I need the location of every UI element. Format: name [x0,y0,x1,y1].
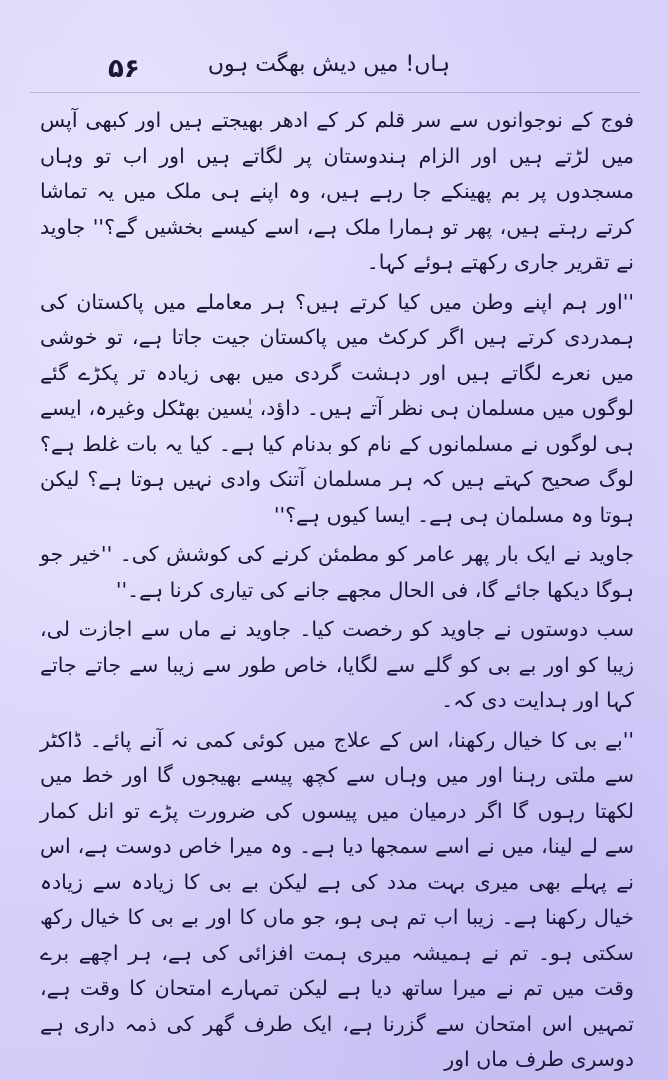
paragraph: فوج کے نوجوانوں سے سر قلم کر کے ادھر بھیجتے ہیں اور کبھی آپس میں لڑتے ہیں اور الزام ہندوستان پر لگاتے ہیں اور اب تو وہاں مسجدوں پر بم پھینکے جا رہے ہیں، وہ اپنے ہی ملک میں یہ تماشا کرتے رہتے ہیں، پھر تو ہمارا ملک ہے، اسے کیسے بخشیں گے؟'' جاوید نے تقریر جاری رکھتے ہوئے کہا۔ [40,108,634,274]
page-header [30,40,640,93]
body-text [30,103,640,1078]
page-number: ۵۶ [108,54,140,84]
running-title: ہاں! میں دیش بھگت ہوں [207,52,450,77]
paragraph: ''بے بی کا خیال رکھنا، اس کے علاج میں کوئی کمی نہ آنے پائے۔ ڈاکٹر سے ملتی رہنا اور میں وہاں سے کچھ پیسے بھیجوں گا اور خط میں لکھتا رہوں گا اگر درمیان میں پیسوں کی ضرورت پڑے تو انل کمار سے لے لینا، میں نے اسے سمجھا دیا ہے۔ وہ میرا خاص دوست ہے، اس نے پہلے بھی میری بہت مدد کی ہے لیکن بے بی کا زیادہ سے زیادہ خیال رکھنا ہے۔ زیبا اب تم ہی ہو، جو ماں کا اور بے بی کا خیال رکھ سکتی ہو۔ تم نے ہمیشہ میری ہمت افزائی کی ہے، ہر اچھے برے وقت میں تم نے میرا ساتھ دیا ہے لیکن تمہارے امتحان کا وقت ہے، تمہیں اس امتحان سے گزرنا ہے، ایک طرف گھر کی ذمہ داری ہے دوسری طرف ماں اور [40,727,635,1071]
paragraph: جاوید نے ایک بار پھر عامر کو مطمئن کرنے کی کوشش کی۔ ''خیر جو ہوگا دیکھا جائے گا، فی الحال مجھے جانے کی تیاری کرنا ہے۔'' [40,542,634,602]
paragraph: سب دوستوں نے جاوید کو رخصت کیا۔ جاوید نے ماں سے اجازت لی، زیبا کو اور بے بی کو گلے سے لگایا، خاص طور سے زیبا سے جاتے جاتے کہا اور ہدایت دی کہ۔ [40,617,634,712]
paragraph: ''اور ہم اپنے وطن میں کیا کرتے ہیں؟ ہر معاملے میں پاکستان کی ہمدردی کرتے ہیں اگر کرکٹ میں پاکستان جیت جاتا ہے، تو خوشی میں نعرے لگاتے ہیں اور دہشت گردی میں بھی زیادہ تر پکڑے گئے لوگوں میں مسلمان ہی نظر آتے ہیں۔ داؤد، یٰسین بھٹکل وغیرہ، ایسے ہی لوگوں نے مسلمانوں کے نام کو بدنام کیا ہے۔ کیا یہ بات غلط ہے؟ لوگ صحیح کہتے ہیں کہ ہر مسلمان آتنک وادی نہیں ہوتا ہے؟ لیکن ہوتا وہ مسلمان ہی ہے۔ ایسا کیوں ہے؟'' [40,289,634,527]
